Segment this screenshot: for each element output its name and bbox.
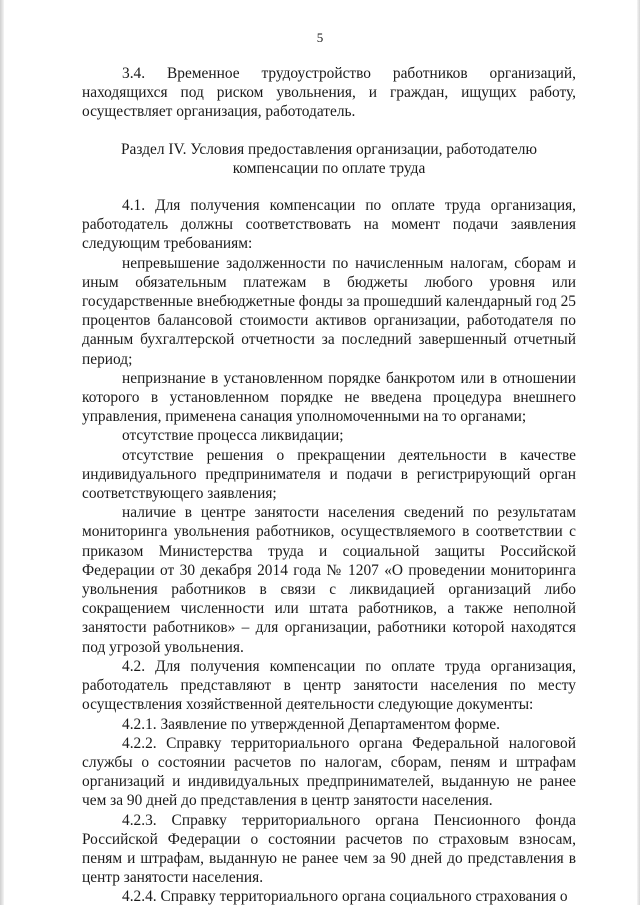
requirement-termination: отсутствие решения о прекращении деятельности в качестве индивидуального предпринимателя и подачи в регистрирующий орган соответствующего заявления; [82, 446, 576, 503]
paragraph-4-2-2: 4.2.2. Справку территориального органа Федеральной налоговой службы о состоянии расчетов по налогам, сборам, пеням и штрафам организаций и индивидуальных предпринимателей, выданную не ранее чем за 90 дней до представления в центр занятости населения. [82, 734, 576, 810]
page-number: 5 [316, 30, 324, 45]
requirement-liquidation: отсутствие процесса ликвидации; [122, 427, 344, 445]
paragraph-4-2-1: 4.2.1. Заявление по утвержденной Департаментом форме. [122, 715, 500, 733]
requirement-debt: непревышение задолженности по начисленным налогам, сборам и иным обязательным платежам в бюджеты любого уровня или государственные внебюджетные фонды за прошедший календарный год 25 процентов балансовой стоимости активов организации, работодателя по данным бухгалтерской отчетности за последний завершенный отчетный период; [82, 254, 576, 368]
section-heading [82, 140, 576, 178]
requirement-bankruptcy: непризнание в установленном порядке банкротом или в отношении которого в установленном порядке не введена процедура внешнего управления, применена санация уполномоченными на то органами; [82, 369, 576, 426]
paragraph-4-2-4: 4.2.4. Справку территориального органа социального страхования о [122, 888, 568, 906]
requirement-monitoring: наличие в центре занятости населения сведений по результатам мониторинга увольнения работников, осуществляемого в соответствии с приказом Министерства труда и социальной защиты Российской Федерации от 30 декабря 2014 года № 1207 «О проведении мониторинга увольнения работников в связи с ликвидацией организаций либо сокращением численности или штата работников, а также неполной занятости работников» – для организации, работники которой находятся под угрозой увольнения. [82, 504, 576, 656]
section-heading-line-1: Раздел IV. Условия предоставления организации, работодателю [121, 140, 537, 158]
intro-paragraph: 3.4. Временное трудоустройство работников организаций, находящихся под риском увольнения, и граждан, ищущих работу, осуществляет организация, работодатель. [82, 65, 576, 121]
paragraph-4-2-3: 4.2.3. Справку территориального органа Пенсионного фонда Российской Федерации о состоянии расчетов по страховым взносам, пеням и штрафам, выданную не ранее чем за 90 дней до представления в центр занятости населения. [82, 811, 576, 887]
paragraph-4-2: 4.2. Для получения компенсации по оплате труда организация, работодатель представляют в центр занятости населения по месту осуществления хозяйственной деятельности следующие документы: [82, 657, 576, 714]
section-heading-line-2: компенсации по оплате труда [232, 159, 426, 177]
document-body [82, 64, 576, 907]
paragraph-4-1: 4.1. Для получения компенсации по оплате труда организация, работодатель должны соответствовать на момент подачи заявления следующим требованиям: [82, 197, 576, 253]
scan-left-edge [0, 0, 4, 905]
